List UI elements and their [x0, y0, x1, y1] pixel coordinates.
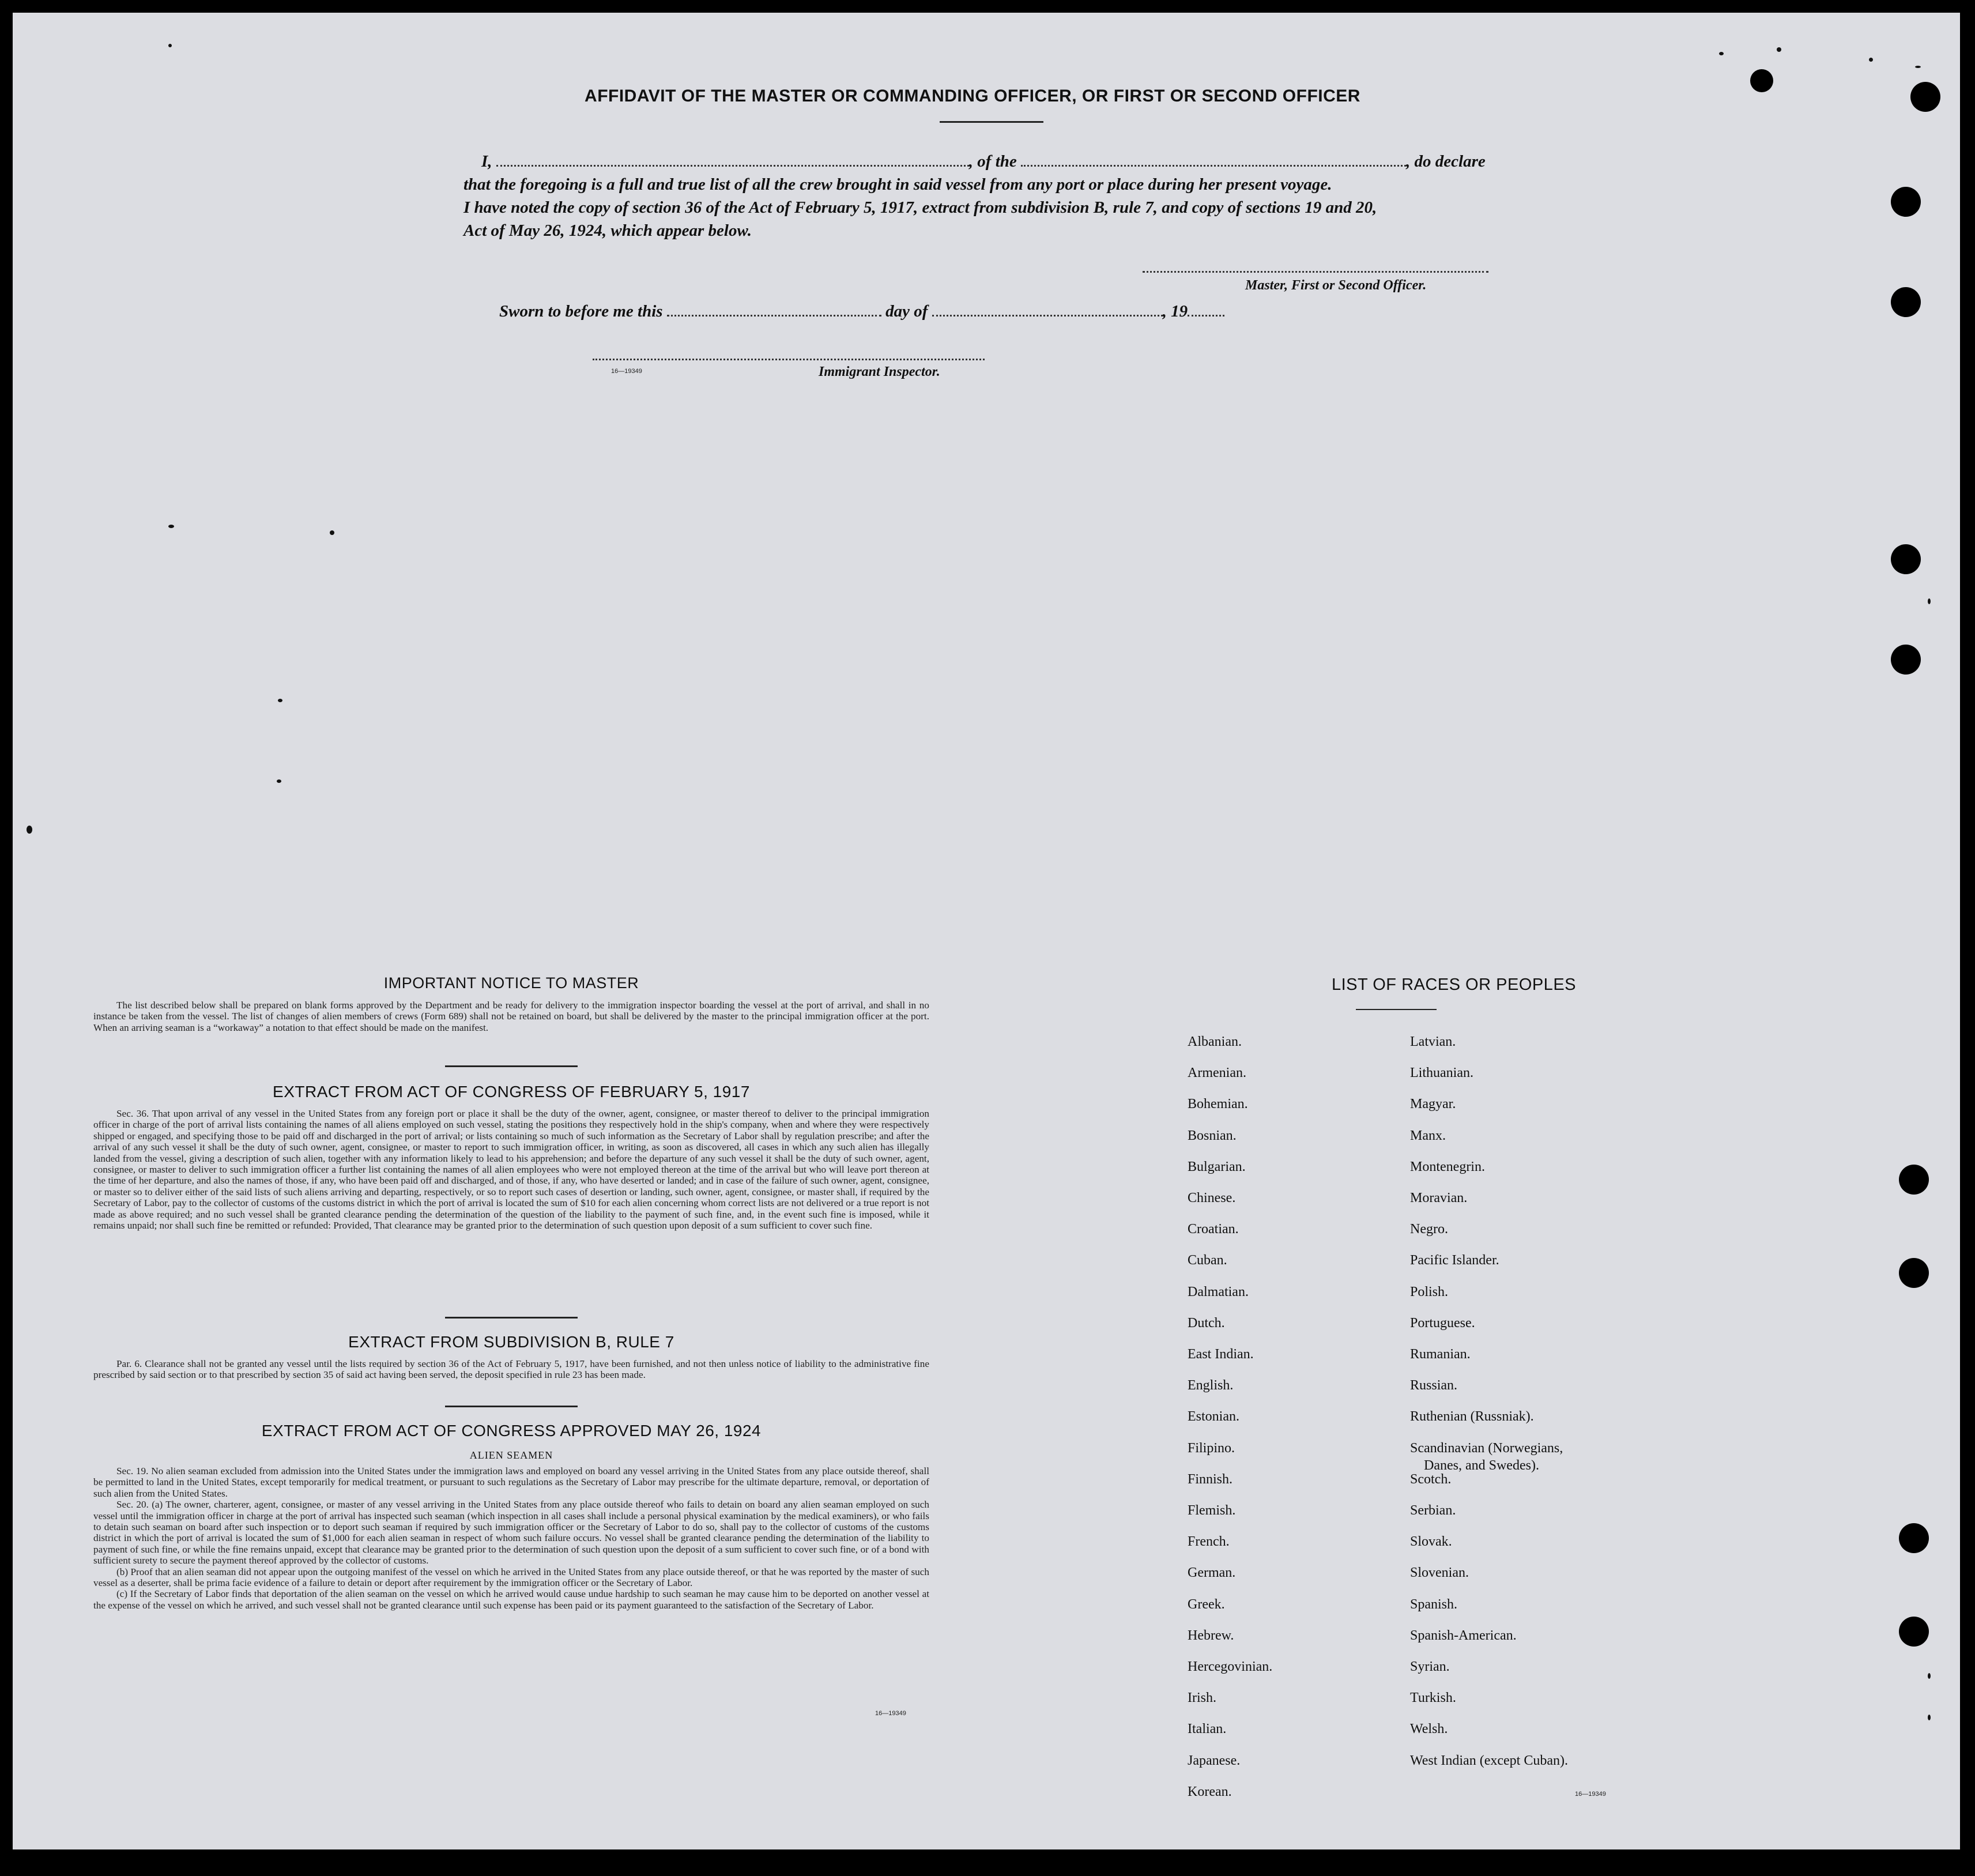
affidavit-line-4: Act of May 26, 1924, which appear below.: [463, 221, 752, 240]
race-item: Lithuanian.: [1410, 1065, 1473, 1081]
affidavit-title: AFFIDAVIT OF THE MASTER OR COMMANDING OFFICER, OR FIRST OR SECOND OFFICER: [585, 86, 1360, 106]
sec-20c-paragraph: (c) If the Secretary of Labor finds that deportation of the alien seaman on the vessel on which he arrived would cause undue hardship to such seaman he may cause him to be deported on another vessel at the expense of the vessel on which he arrived, and such vessel shall not be granted clearance until such expense has been paid or its payment guaranteed to the satisfaction of the Secretary of Labor.: [93, 1588, 929, 1611]
sworn-line: [499, 302, 1224, 321]
race-item: Welsh.: [1410, 1721, 1448, 1737]
extract-1917-body: [93, 1108, 929, 1231]
race-item: Latvian.: [1410, 1034, 1456, 1049]
race-item: French.: [1188, 1534, 1230, 1550]
extract-1924-body: [93, 1466, 929, 1611]
race-item: German.: [1188, 1565, 1236, 1581]
race-item: Italian.: [1188, 1721, 1227, 1737]
speck: [278, 699, 282, 702]
speck: [277, 779, 281, 783]
race-item: Finnish.: [1188, 1471, 1233, 1487]
extract-1924-subtitle: ALIEN SEAMEN: [469, 1449, 553, 1461]
sec-20a-paragraph: Sec. 20. (a) The owner, charterer, agent, consignee, or master of any vessel arriving in the United States from any place outside thereof who fails to detain on board any alien seaman employed on such vessel until the immigration officer in charge at the port of arrival has inspected such seaman (which inspection in all cases shall include a personal physical examination by the medical examiners), or who fails to detain such seaman on board after such inspection or to deport such seaman if required by such immigration officer or the Secretary of Labor to do so, shall pay to the collector of customs of the customs district in which the port of arrival is located the sum of $1,000 for each alien seaman in respect of whom such failure occurs. No vessel shall be granted clearance pending the determination of the liability to payment of such fine, or while the fine remains unpaid, except that clearance may be granted prior to the determination of such question upon the deposit of a sum sufficient to cover such fine, or of a bond with sufficient surety to secure the payment thereof approved by the collector of customs.: [93, 1499, 929, 1566]
speck: [1915, 66, 1921, 68]
race-item: Slovenian.: [1410, 1565, 1469, 1581]
subdivision-b-rule: [445, 1406, 578, 1407]
punch-hole: [1910, 82, 1940, 112]
notice-paragraph: The list described below shall be prepared on blank forms approved by the Department and be ready for delivery to the immigration inspector boarding the vessel at the port of arrival, and shall in no instance be taken from the vessel. The list of changes of alien members of crews (Form 689) shall not be retained on board, but shall be delivered by the master to the principal immigration officer at the port. When an arriving seaman is a “workaway” a notation to that effect should be made on the manifest.: [93, 1000, 929, 1033]
affidavit-line-1: [481, 152, 1486, 171]
race-item: Hebrew.: [1188, 1628, 1234, 1643]
race-item: Montenegrin.: [1410, 1159, 1485, 1174]
extract-1917-paragraph: Sec. 36. That upon arrival of any vessel in the United States from any foreign port or place it shall be the duty of the owner, agent, consignee, or master thereof to deliver to the principal immigration officer in charge of the port of arrival lists containing the names of all aliens employed on such vessel, stating the positions they respectively hold in the ship's company, when and where they were respectively shipped or engaged, and specifying those to be paid off and discharged in the port of arrival; or lists containing so much of such information as the Secretary of Labor shall by regulation prescribe; and after the arrival of any such vessel it shall be the duty of such owner, agent, consignee, or master to report to such immigration officer, in writing, as soon as discovered, all cases in which any such alien has illegally landed from the vessel, giving a description of such alien, together with any information likely to lead to his apprehension; and before the departure of any such vessel it shall be the duty of such owner, agent, consignee, or master to deliver to such immigration officer a further list containing the names of all alien employees who were not employed thereon at the time of the arrival but who will leave port thereon at the time of her departure, and also the names of those, if any, who have been paid off and discharged, and of those, if any, who have deserted or landed; and in case of the failure of such owner, agent, consignee, or master so to deliver either of the said lists of such aliens arriving and departing, respectively, or so to report such cases of desertion or landing, such owner, agent, consignee, or master shall, if required by the Secretary of Labor, pay to the collector of customs of the customs district in which the port of arrival is located the sum of $10 for each alien concerning whom correct lists are not delivered or a true report is not made as above required; and no such vessel shall be granted clearance pending the determination of the question of the liability to the payment of such fine, and, in the event such fine is imposed, while it remains unpaid; nor shall such fine be remitted or refunded: Provided, That clearance may be granted prior to the determination of such question upon deposit of a sum sufficient to cover such fine.: [93, 1108, 929, 1231]
race-item: Moravian.: [1410, 1191, 1468, 1206]
sworn-day-blank: [667, 303, 881, 317]
race-item: Magyar.: [1410, 1097, 1456, 1112]
race-item: Polish.: [1410, 1284, 1449, 1299]
race-item: Chinese.: [1188, 1191, 1236, 1206]
extract-1924-title: EXTRACT FROM ACT OF CONGRESS APPROVED MAY 26, 1924: [261, 1422, 762, 1440]
speck: [1928, 598, 1931, 604]
sworn-year-blank: [1188, 303, 1224, 317]
extract-1917-title: EXTRACT FROM ACT OF CONGRESS OF FEBRUARY 5, 1917: [273, 1083, 750, 1101]
race-item: Rumanian.: [1410, 1347, 1471, 1362]
race-item: Manx.: [1410, 1128, 1446, 1143]
race-item: Spanish.: [1410, 1596, 1458, 1612]
document-page: [13, 13, 1960, 1849]
affidavit-line-3: I have noted the copy of section 36 of the Act of February 5, 1917, extract from subdivision B, rule 7, and copy of sections 19 and 20,: [463, 198, 1377, 217]
race-item: Serbian.: [1410, 1503, 1456, 1518]
sworn-day-of: day of: [885, 302, 928, 321]
punch-hole: [1891, 187, 1921, 217]
race-item: Russian.: [1410, 1378, 1458, 1393]
race-item: Ruthenian (Russniak).: [1410, 1409, 1534, 1425]
race-item: Filipino.: [1188, 1440, 1235, 1456]
race-item: Estonian.: [1188, 1409, 1239, 1425]
line1-i: I,: [481, 152, 492, 171]
inspector-caption: Immigrant Inspector.: [819, 364, 940, 379]
race-item: Bulgarian.: [1188, 1159, 1246, 1174]
race-item: East Indian.: [1188, 1347, 1254, 1362]
punch-hole: [1891, 287, 1921, 317]
speck: [1928, 1673, 1931, 1679]
race-item: Korean.: [1188, 1784, 1232, 1799]
line1-declare: , do declare: [1406, 152, 1486, 171]
race-item: Cuban.: [1188, 1253, 1227, 1268]
race-item: Dalmatian.: [1188, 1284, 1249, 1299]
races-rule: [1356, 1009, 1437, 1010]
race-item: English.: [1188, 1378, 1234, 1393]
punch-hole: [1891, 645, 1921, 675]
subdivision-b-title: EXTRACT FROM SUBDIVISION B, RULE 7: [348, 1333, 674, 1351]
punch-hole: [1899, 1617, 1929, 1647]
line1-of-the: , of the: [968, 152, 1017, 171]
race-item: Hercegovinian.: [1188, 1659, 1273, 1674]
notice-title: IMPORTANT NOTICE TO MASTER: [383, 974, 639, 992]
speck: [1777, 47, 1781, 52]
master-signature-line: [1143, 271, 1488, 273]
title-rule: [940, 121, 1043, 123]
race-item: Flemish.: [1188, 1503, 1236, 1518]
races-form-number: 16—19349: [1575, 1791, 1606, 1798]
sworn-prefix: Sworn to before me this: [499, 302, 663, 321]
race-item: Bohemian.: [1188, 1097, 1248, 1112]
name-blank: [496, 153, 969, 167]
race-item: Negro.: [1410, 1222, 1448, 1237]
vessel-blank: [1021, 153, 1406, 167]
race-item: Turkish.: [1410, 1690, 1456, 1706]
affidavit-line-2: that the foregoing is a full and true list of all the crew brought in said vessel from any port or place during her present voyage.: [463, 175, 1332, 194]
punch-hole: [1899, 1258, 1929, 1288]
sworn-month-blank: [932, 303, 1163, 317]
race-item: Portuguese.: [1410, 1315, 1475, 1331]
speck: [1719, 52, 1724, 55]
punch-hole: [1891, 544, 1921, 574]
affidavit-form-number: 16—19349: [611, 368, 642, 375]
master-caption: Master, First or Second Officer.: [1245, 278, 1427, 293]
race-item: Slovak.: [1410, 1534, 1452, 1550]
race-item: Croatian.: [1188, 1222, 1239, 1237]
sec-20b-paragraph: (b) Proof that an alien seaman did not appear upon the outgoing manifest of the vessel on which he arrived in the United States from any place outside thereof, or that he was reported by the master of such vessel as a deserter, shall be prima facie evidence of a failure to detain or deport after requirement by the immigration officer or the Secretary of Labor.: [93, 1566, 929, 1589]
sworn-year: , 19: [1162, 302, 1188, 321]
inspector-signature-line: [593, 359, 985, 360]
race-item: Pacific Islander.: [1410, 1253, 1499, 1268]
notice-rule: [445, 1065, 578, 1067]
extract-form-number: 16—19349: [875, 1710, 906, 1717]
race-item: Dutch.: [1188, 1315, 1225, 1331]
punch-hole: [1750, 69, 1773, 92]
race-item: Scotch.: [1410, 1471, 1452, 1487]
race-item: Japanese.: [1188, 1753, 1241, 1768]
race-item: Scandinavian (Norwegians,: [1410, 1440, 1563, 1456]
speck: [330, 530, 334, 535]
sec-19-paragraph: Sec. 19. No alien seaman excluded from admission into the United States under the immigration laws and employed on board any vessel arriving in the United States from any place outside thereof, shall be permitted to land in the United States, except temporarily for medical treatment, or pursuant to such regulations as the Secretary of Labor may prescribe for the ultimate departure, removal, or deportation of such alien from the United States.: [93, 1466, 929, 1499]
race-item: West Indian (except Cuban).: [1410, 1753, 1568, 1768]
extract-1917-rule: [445, 1317, 578, 1319]
speck: [168, 44, 172, 47]
race-item: Armenian.: [1188, 1065, 1246, 1081]
speck: [27, 826, 32, 834]
speck: [1928, 1715, 1931, 1720]
speck: [1869, 58, 1873, 62]
race-item: Danes, and Swedes).: [1424, 1457, 1539, 1473]
race-item: Syrian.: [1410, 1659, 1450, 1674]
subdivision-b-paragraph: Par. 6. Clearance shall not be granted any vessel until the lists required by section 36 of the Act of February 5, 1917, have been furnished, and not then unless notice of liability to the administrative fine prescribed by said section or to that prescribed by section 35 of said act having been served, the deposit specified in rule 23 has been made.: [93, 1358, 929, 1381]
race-item: Albanian.: [1188, 1034, 1242, 1049]
speck: [168, 525, 174, 528]
punch-hole: [1899, 1165, 1929, 1195]
race-item: Greek.: [1188, 1596, 1225, 1612]
races-title: LIST OF RACES OR PEOPLES: [1331, 975, 1577, 994]
race-item: Spanish-American.: [1410, 1628, 1517, 1643]
punch-hole: [1899, 1523, 1929, 1553]
race-item: Bosnian.: [1188, 1128, 1237, 1143]
notice-body: [93, 1000, 929, 1033]
race-item: Irish.: [1188, 1690, 1216, 1706]
subdivision-b-body: [93, 1358, 929, 1381]
